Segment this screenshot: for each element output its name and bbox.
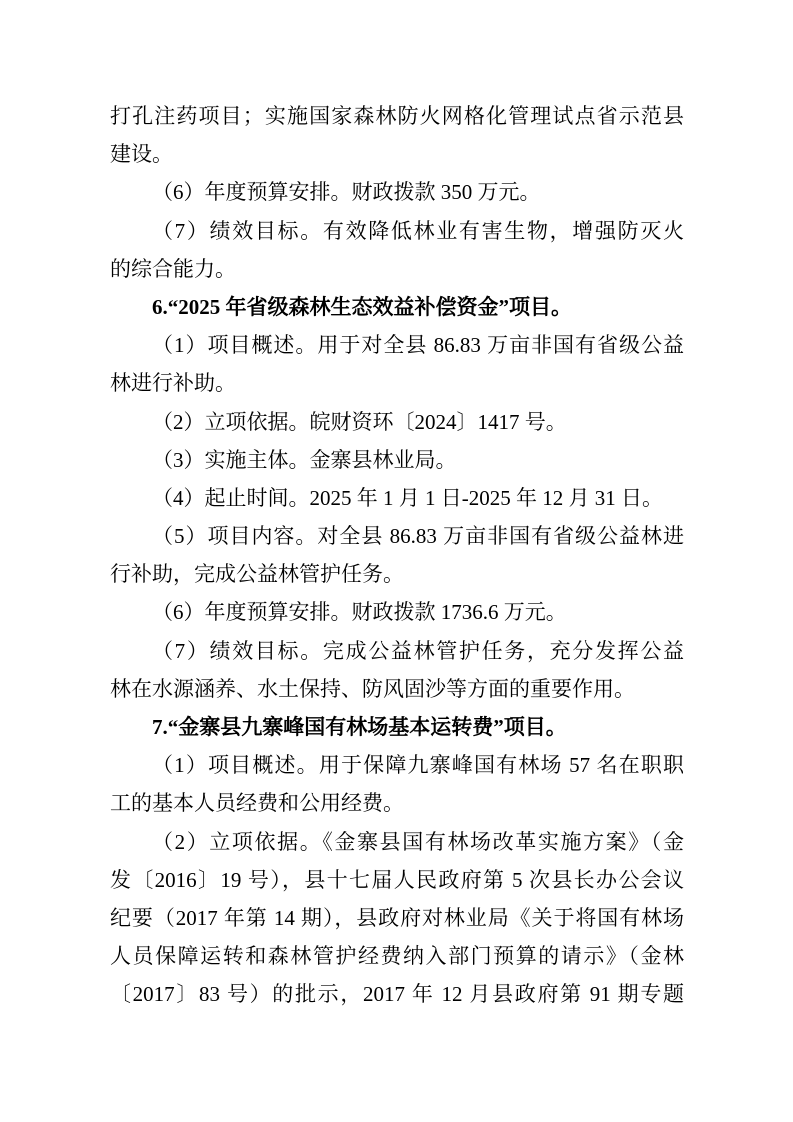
paragraph-line: （5）项目内容。对全县 86.83 万亩非国有省级公益林进 [152,524,684,549]
paragraph-line: 行补助，完成公益林管护任务。 [110,562,404,587]
paragraph-line: （3）实施主体。金寨县林业局。 [152,447,457,472]
paragraph-line: （6）年度预算安排。财政拨款 350 万元。 [152,180,541,205]
paragraph-line: （1）项目概述。用于对全县 86.83 万亩非国有省级公益 [152,333,684,358]
paragraph-line: （4）起止时间。2025 年 1 月 1 日-2025 年 12 月 31 日。 [152,485,663,510]
paragraph-line: （2）立项依据。皖财资环〔2024〕1417 号。 [152,409,567,434]
paragraph-line: （6）年度预算安排。财政拨款 1736.6 万元。 [152,600,567,625]
paragraph-line: 人员保障运转和森林管护经费纳入部门预算的请示》（金林 [110,944,684,969]
section-heading: 6.“2025 年省级森林生态效益补偿资金”项目。 [152,294,572,319]
paragraph-line: 建设。 [110,142,173,167]
paragraph-line: 〔2017〕83 号）的批示，2017 年 12 月县政府第 91 期专题 [110,982,684,1007]
paragraph-line: 工的基本人员经费和公用经费。 [110,791,404,816]
paragraph-line: （7）绩效目标。完成公益林管护任务，充分发挥公益 [152,638,684,663]
paragraph-line: 发〔2016〕19 号），县十七届人民政府第 5 次县长办公会议 [110,867,684,892]
paragraph-line: 林在水源涵养、水土保持、防风固沙等方面的重要作用。 [110,676,635,701]
section-heading: 7.“金寨县九寨峰国有林场基本运转费”项目。 [152,715,567,739]
paragraph-line: 打孔注药项目；实施国家森林防火网格化管理试点省示范县 [110,104,684,128]
document-text [110,97,684,1014]
paragraph-line: 的综合能力。 [110,256,236,281]
paragraph-line: 纪要（2017 年第 14 期），县政府对林业局《关于将国有林场 [110,905,684,930]
paragraph-line: （1）项目概述。用于保障九寨峰国有林场 57 名在职职 [152,753,684,778]
paragraph-line: （7）绩效目标。有效降低林业有害生物，增强防灭火 [152,218,684,243]
paragraph-line: 林进行补助。 [110,371,236,396]
paragraph-line: （2）立项依据。《金寨县国有林场改革实施方案》（金 [152,829,684,854]
